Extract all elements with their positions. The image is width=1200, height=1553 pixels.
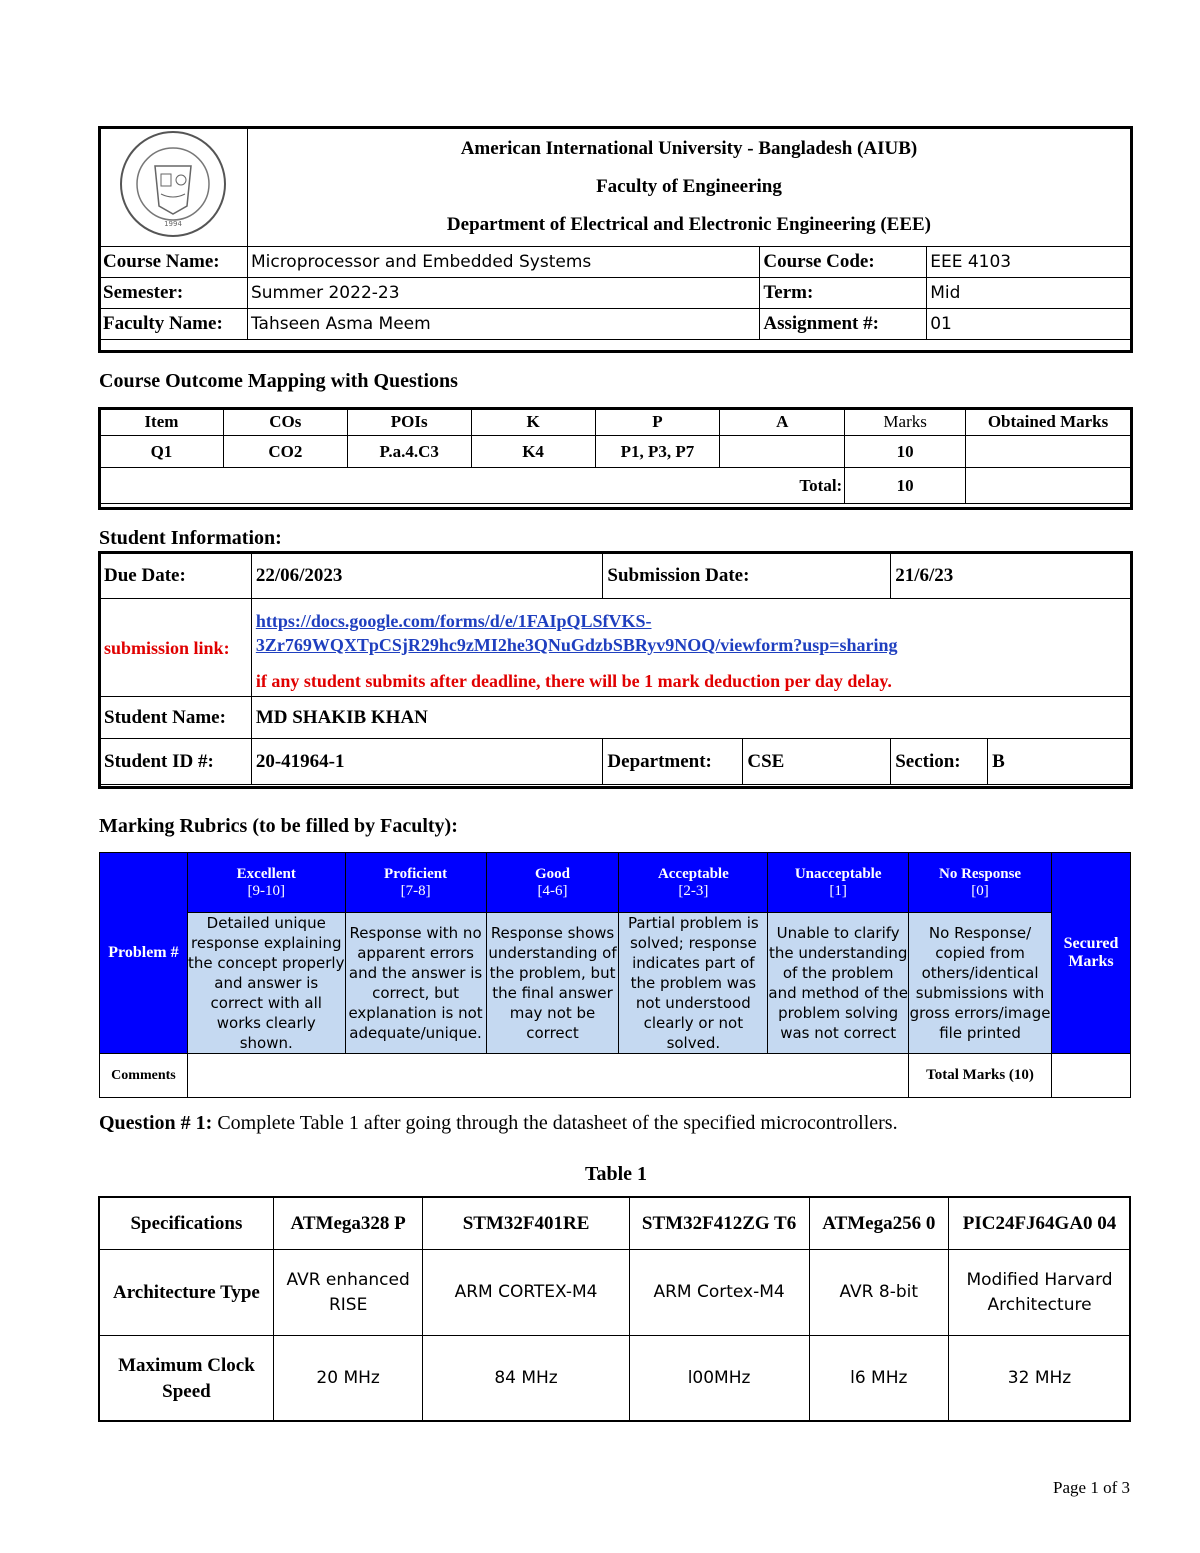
rubric-level-range: [7-8] xyxy=(400,882,431,899)
header-table xyxy=(99,127,1131,340)
course-code-value: EEE 4103 xyxy=(927,247,1131,278)
department-label: Department: xyxy=(603,739,743,785)
co-header: COs xyxy=(223,409,347,436)
rubric-level-name: Unacceptable xyxy=(794,865,882,882)
spec-header: ATMega256 0 xyxy=(809,1198,948,1250)
rubric-level-name: Acceptable xyxy=(657,865,729,882)
co-header: Marks xyxy=(845,409,966,436)
co-total-value: 10 xyxy=(845,468,966,504)
problem-header: Problem # xyxy=(100,853,188,1054)
submission-link-cell xyxy=(251,599,1130,697)
rubric-level-range: [1] xyxy=(829,882,847,899)
student-info-table xyxy=(99,552,1131,785)
rubric-level-range: [9-10] xyxy=(247,882,285,899)
secured-marks-header: Secured Marks xyxy=(1051,853,1130,1054)
spec-header: ATMega328 P xyxy=(273,1198,423,1250)
spec-row-label: Maximum Clock Speed xyxy=(100,1336,274,1422)
assignment-label: Assignment #: xyxy=(760,309,927,340)
spec-header: STM32F412ZG T6 xyxy=(629,1198,809,1250)
spec-cell: Modified Harvard Architecture xyxy=(949,1250,1131,1336)
semester-value: Summer 2022-23 xyxy=(247,278,759,309)
rubric-desc: Response shows understanding of the problem, but the final answer may not be correct xyxy=(486,913,619,1054)
rubric-level-proficient xyxy=(345,853,486,913)
co-cell: P1, P3, P7 xyxy=(595,436,720,468)
question-label: Question # 1: xyxy=(99,1112,213,1134)
rubric-desc: No Response/ copied from others/identical submissions with gross errors/image file printed xyxy=(909,913,1052,1054)
co-header: A xyxy=(720,409,845,436)
spec-cell: ARM Cortex-M4 xyxy=(629,1250,809,1336)
comments-field[interactable] xyxy=(187,1054,908,1098)
rubric-desc: Detailed unique response explaining the concept properly and answer is correct with all works clearly shown. xyxy=(188,914,345,1052)
rubric-level-range: [4-6] xyxy=(537,882,568,899)
rubric-desc: Response with no apparent errors and the answer is correct, but explanation is not adequate/unique. xyxy=(345,913,486,1054)
submission-link-line1[interactable]: https://docs.google.com/forms/d/e/1FAIpQLSfVKS- xyxy=(255,611,652,631)
late-warning: if any student submits after deadline, there will be 1 mark deduction per day delay. xyxy=(255,671,892,691)
faculty-name: Faculty of Engineering xyxy=(596,176,782,197)
co-cell xyxy=(720,436,845,468)
submission-link-line2[interactable]: 3Zr769WQXTpCSjR29hc9zMI2he3QNuGdzbSBRyv9NOQ/viewform?usp=sharing xyxy=(255,635,898,655)
spec-cell: l00MHz xyxy=(629,1336,809,1422)
faculty-label: Faculty Name: xyxy=(100,309,248,340)
rubric-level-no-response xyxy=(909,853,1052,913)
spec-cell: l6 MHz xyxy=(809,1336,948,1422)
faculty-value: Tahseen Asma Meem xyxy=(247,309,759,340)
co-header: Obtained Marks xyxy=(966,409,1131,436)
co-mapping-table xyxy=(99,408,1131,504)
section-label: Section: xyxy=(891,739,988,785)
assignment-value: 01 xyxy=(927,309,1131,340)
university-seal-icon xyxy=(111,128,235,240)
rubric-level-range: [0] xyxy=(971,882,989,899)
co-mapping-heading: Course Outcome Mapping with Questions xyxy=(99,370,458,392)
title-block xyxy=(247,128,1130,247)
question-line xyxy=(99,1112,898,1135)
course-code-label: Course Code: xyxy=(760,247,927,278)
rubric-level-range: [2-3] xyxy=(678,882,709,899)
spec-header: STM32F401RE xyxy=(423,1198,629,1250)
co-header: K xyxy=(471,409,595,436)
spec-cell: 32 MHz xyxy=(949,1336,1131,1422)
total-marks-label: Total Marks (10) xyxy=(909,1054,1052,1098)
spec-cell: 20 MHz xyxy=(273,1336,423,1422)
rubric-desc: Partial problem is solved; response indicates part of the problem was not understood clearly or not solved. xyxy=(619,913,768,1054)
rubric-level-good xyxy=(486,853,619,913)
rubric-level-name: Proficient xyxy=(384,865,448,882)
course-name-value: Microprocessor and Embedded Systems xyxy=(247,247,759,278)
semester-label: Semester: xyxy=(100,278,248,309)
department-name: Department of Electrical and Electronic Engineering (EEE) xyxy=(446,214,932,235)
spec-header: PIC24FJ64GA0 04 xyxy=(949,1198,1131,1250)
co-header: POIs xyxy=(347,409,471,436)
co-cell: CO2 xyxy=(223,436,347,468)
total-marks-field[interactable] xyxy=(1051,1054,1130,1098)
submission-date-label: Submission Date: xyxy=(603,553,891,599)
course-name-label: Course Name: xyxy=(100,247,248,278)
spec-row-label: Architecture Type xyxy=(100,1250,274,1336)
due-date-label: Due Date: xyxy=(100,553,252,599)
rubric-level-name: Good xyxy=(535,865,571,882)
co-cell: Q1 xyxy=(100,436,224,468)
student-info-heading: Student Information: xyxy=(99,527,282,549)
term-label: Term: xyxy=(760,278,927,309)
co-cell: P.a.4.C3 xyxy=(347,436,471,468)
spec-cell: 84 MHz xyxy=(423,1336,629,1422)
co-cell: 10 xyxy=(845,436,966,468)
department-value: CSE xyxy=(743,739,891,785)
rubric-desc: Unable to clarify the understanding of the problem and method of the problem solving was not correct xyxy=(768,913,909,1054)
section-value: B xyxy=(988,739,1131,785)
co-cell: K4 xyxy=(471,436,595,468)
rubric-level-unacceptable xyxy=(768,853,909,913)
rubric-level-name: Excellent xyxy=(236,865,296,882)
submission-link-label: submission link: xyxy=(100,599,252,697)
student-id-label: Student ID #: xyxy=(100,739,252,785)
co-total-obtained xyxy=(966,468,1131,504)
spec-table xyxy=(99,1197,1131,1422)
comments-label: Comments xyxy=(100,1054,188,1098)
submission-date-value: 21/6/23 xyxy=(891,553,1131,599)
spec-cell: ARM CORTEX-M4 xyxy=(423,1250,629,1336)
university-logo-cell xyxy=(100,128,248,247)
rubric-heading: Marking Rubrics (to be filled by Faculty): xyxy=(99,815,458,837)
student-id-value: 20-41964-1 xyxy=(251,739,603,785)
co-cell xyxy=(966,436,1131,468)
spec-header: Specifications xyxy=(100,1198,274,1250)
due-date-value: 22/06/2023 xyxy=(251,553,603,599)
page-number: Page 1 of 3 xyxy=(1053,1478,1130,1497)
rubric-level-name: No Response xyxy=(938,865,1022,882)
rubric-table xyxy=(99,852,1131,1098)
co-header: P xyxy=(595,409,720,436)
question-text: Complete Table 1 after going through the datasheet of the specified microcontrollers. xyxy=(212,1112,898,1134)
spec-cell: AVR 8-bit xyxy=(809,1250,948,1336)
rubric-level-excellent xyxy=(187,853,345,913)
student-name-value: MD SHAKIB KHAN xyxy=(251,697,1130,739)
student-name-label: Student Name: xyxy=(100,697,252,739)
term-value: Mid xyxy=(927,278,1131,309)
rubric-level-acceptable xyxy=(619,853,768,913)
co-total-label: Total: xyxy=(100,468,845,504)
svg-text:1994: 1994 xyxy=(164,220,183,228)
co-header: Item xyxy=(100,409,224,436)
university-name: American International University - Bangladesh (AIUB) xyxy=(460,138,918,159)
table-caption: Table 1 xyxy=(584,1163,648,1185)
spec-cell: AVR enhanced RISE xyxy=(273,1250,423,1336)
